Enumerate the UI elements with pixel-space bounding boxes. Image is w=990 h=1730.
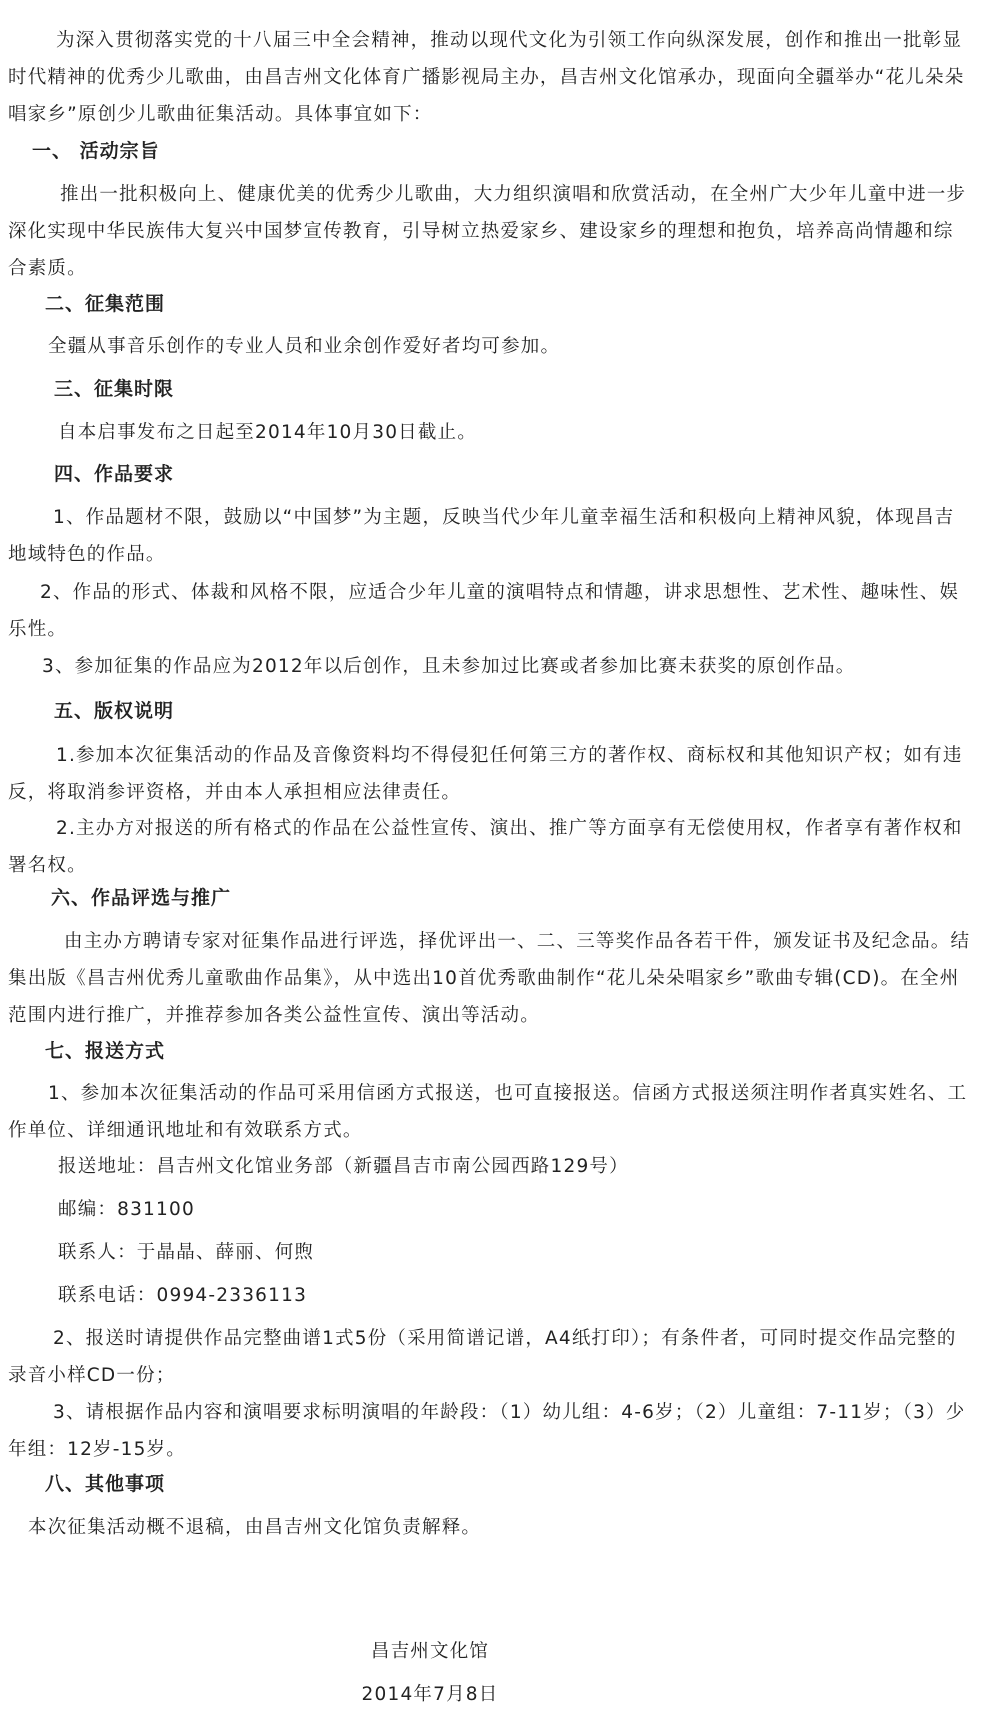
section-7-item-2: 2、报送时请提供作品完整曲谱1式5份（采用简谱记谱，A4纸打印）；有条件者，可同时提交作品完整的录音小样CD一份； bbox=[8, 1328, 957, 1386]
postcode: 邮编：831100 bbox=[58, 1199, 195, 1220]
section-8-text: 本次征集活动概不退稿，由昌吉州文化馆负责解释。 bbox=[28, 1517, 482, 1538]
section-1-heading: 一、 活动宗旨 bbox=[32, 140, 160, 162]
section-7-item-3: 3、请根据作品内容和演唱要求标明演唱的年龄段：（1）幼儿组：4-6岁；（2）儿童组：7-11岁；（3）少年组：12岁-15岁。 bbox=[8, 1402, 966, 1460]
submission-address: 报送地址：昌吉州文化馆业务部（新疆昌吉市南公园西路129号） bbox=[58, 1156, 629, 1177]
intro-paragraph: 为深入贯彻落实党的十八届三中全会精神，推动以现代文化为引领工作向纵深发展，创作和推出一批彰显时代精神的优秀少儿歌曲，由昌吉州文化体育广播影视局主办，昌吉州文化馆承办，现面向全疆举办“花儿朵朵唱家乡”原创少儿歌曲征集活动。具体事宜如下： bbox=[8, 30, 965, 125]
contact-persons: 联系人：于晶晶、薛丽、何煦 bbox=[58, 1242, 315, 1263]
section-4-item-3: 3、参加征集的作品应为2012年以后创作，且未参加过比赛或者参加比赛未获奖的原创作品。 bbox=[42, 656, 856, 677]
contact-phone: 联系电话：0994-2336113 bbox=[58, 1285, 308, 1306]
section-5-heading: 五、版权说明 bbox=[54, 700, 175, 722]
section-3-heading: 三、征集时限 bbox=[54, 378, 175, 400]
section-7-item-1: 1、参加本次征集活动的作品可采用信函方式报送，也可直接报送。信函方式报送须注明作者真实姓名、工作单位、详细通讯地址和有效联系方式。 bbox=[8, 1083, 968, 1141]
section-2-heading: 二、征集范围 bbox=[45, 293, 166, 315]
section-3-text: 自本启事发布之日起至2014年10月30日截止。 bbox=[58, 422, 477, 443]
section-4-item-1: 1、作品题材不限，鼓励以“中国梦”为主题，反映当代少年儿童幸福生活和积极向上精神风貌，体现昌吉地域特色的作品。 bbox=[8, 507, 955, 565]
signature-date: 2014年7月8日 bbox=[361, 1684, 499, 1705]
section-2-text: 全疆从事音乐创作的专业人员和业余创作爱好者均可参加。 bbox=[48, 336, 561, 357]
section-1-text: 推出一批积极向上、健康优美的优秀少儿歌曲，大力组织演唱和欣赏活动，在全州广大少年儿童中进一步深化实现中华民族伟大复兴中国梦宣传教育，引导树立热爱家乡、建设家乡的理想和抱负，培养高尚情趣和综合素质。 bbox=[8, 184, 967, 279]
section-5-item-2: 2.主办方对报送的所有格式的作品在公益性宣传、演出、推广等方面享有无偿使用权，作者享有著作权和署名权。 bbox=[8, 818, 963, 876]
section-4-item-2: 2、作品的形式、体裁和风格不限，应适合少年儿童的演唱特点和情趣，讲求思想性、艺术性、趣味性、娱乐性。 bbox=[8, 582, 960, 640]
section-6-heading: 六、作品评选与推广 bbox=[51, 887, 232, 909]
section-8-heading: 八、其他事项 bbox=[45, 1473, 166, 1495]
section-4-heading: 四、作品要求 bbox=[54, 463, 175, 485]
section-6-text: 由主办方聘请专家对征集作品进行评选，择优评出一、二、三等奖作品各若干件，颁发证书及纪念品。结集出版《昌吉州优秀儿童歌曲作品集》，从中选出10首优秀歌曲制作“花儿朵朵唱家乡”歌曲专辑(CD)。在全州范围内进行推广，并推荐参加各类公益性宣传、演出等活动。 bbox=[8, 931, 971, 1026]
signature-organization: 昌吉州文化馆 bbox=[370, 1641, 490, 1662]
section-7-heading: 七、报送方式 bbox=[45, 1040, 166, 1062]
section-5-item-1: 1.参加本次征集活动的作品及音像资料均不得侵犯任何第三方的著作权、商标权和其他知识产权；如有违反，将取消参评资格，并由本人承担相应法律责任。 bbox=[8, 745, 963, 803]
